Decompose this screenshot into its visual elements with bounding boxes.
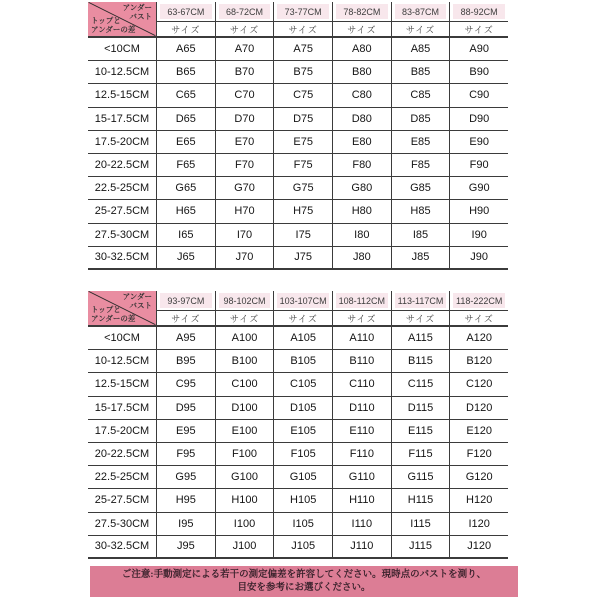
row-label-cell: 10-12.5CM [88,350,156,373]
size-value-cell: F100 [215,443,274,466]
size-value-cell: F110 [332,443,391,466]
size-value-cell: E80 [332,131,391,154]
size-value-cell: H100 [215,489,274,512]
size-label-cell: サイズ [273,311,332,327]
size-value-cell: F90 [449,154,508,177]
size-value-cell: D120 [449,397,508,420]
column-header-cell [273,291,332,311]
size-value-cell: F75 [273,154,332,177]
size-value-cell: I90 [449,224,508,247]
size-value-cell: J115 [391,536,450,559]
size-value-cell: F115 [391,443,450,466]
size-value-cell: D115 [391,397,450,420]
row-label-cell: 30-32.5CM [88,247,156,270]
size-label-cell: サイズ [273,22,332,38]
notice-line-1: ご注意:手動測定による若干の測定偏差を許容してください。現時点のバストを測り、 [121,570,487,580]
size-value-cell: A110 [332,327,391,350]
column-header-cell [332,2,391,22]
corner-label-top-under-diff: トップと アンダーの差 [91,16,136,34]
corner-header-cell [88,2,156,38]
size-value-cell: E115 [391,420,450,443]
column-header-label: 98-102CM [219,293,271,308]
size-value-cell: F80 [332,154,391,177]
size-value-cell: E105 [273,420,332,443]
size-value-cell: D75 [273,108,332,131]
size-value-cell: G100 [215,466,274,489]
size-value-cell: D100 [215,397,274,420]
corner-label-underbust: アンダー バスト [122,3,152,21]
size-value-cell: J110 [332,536,391,559]
size-value-cell: E65 [156,131,215,154]
size-value-cell: F120 [449,443,508,466]
size-value-cell: A80 [332,38,391,61]
row-label-cell: 20-22.5CM [88,154,156,177]
column-header-label: 93-97CM [160,293,212,308]
column-header-cell [391,2,450,22]
size-label-cell: サイズ [332,22,391,38]
column-header-label: 108-112CM [336,293,388,308]
size-value-cell: J70 [215,247,274,270]
size-value-cell: F95 [156,443,215,466]
row-label-cell: 12.5-15CM [88,84,156,107]
size-value-cell: D90 [449,108,508,131]
size-value-cell: B70 [215,61,274,84]
size-value-cell: D105 [273,397,332,420]
size-value-cell: J120 [449,536,508,559]
size-value-cell: J105 [273,536,332,559]
size-value-cell: C110 [332,373,391,396]
size-value-cell: A120 [449,327,508,350]
size-value-cell: E85 [391,131,450,154]
size-value-cell: H95 [156,489,215,512]
size-value-cell: B120 [449,350,508,373]
size-value-cell: C70 [215,84,274,107]
size-value-cell: C120 [449,373,508,396]
size-value-cell: E70 [215,131,274,154]
size-value-cell: B95 [156,350,215,373]
column-header-label: 73-77CM [277,4,329,19]
size-value-cell: F70 [215,154,274,177]
notice-box [90,566,518,597]
size-value-cell: I80 [332,224,391,247]
corner-header-cell [88,291,156,327]
size-label-cell: サイズ [449,22,508,38]
size-table-upper [88,2,508,270]
size-value-cell: H70 [215,200,274,223]
corner-label-top-under-diff: トップと アンダーの差 [91,305,136,323]
size-value-cell: I85 [391,224,450,247]
size-value-cell: B85 [391,61,450,84]
column-header-cell [156,291,215,311]
size-value-cell: F85 [391,154,450,177]
size-value-cell: C90 [449,84,508,107]
row-label-cell: <10CM [88,38,156,61]
size-value-cell: J95 [156,536,215,559]
size-value-cell: A95 [156,327,215,350]
size-value-cell: I120 [449,513,508,536]
row-label-cell: 17.5-20CM [88,420,156,443]
size-value-cell: I75 [273,224,332,247]
size-value-cell: H105 [273,489,332,512]
size-value-cell: G70 [215,177,274,200]
size-value-cell: I95 [156,513,215,536]
size-value-cell: G80 [332,177,391,200]
column-header-label: 68-72CM [219,4,271,19]
size-value-cell: B115 [391,350,450,373]
size-value-cell: J100 [215,536,274,559]
size-value-cell: I110 [332,513,391,536]
row-label-cell: 25-27.5CM [88,200,156,223]
size-label-cell: サイズ [156,311,215,327]
size-value-cell: D110 [332,397,391,420]
size-label-cell: サイズ [391,311,450,327]
row-label-cell: 22.5-25CM [88,177,156,200]
size-value-cell: E75 [273,131,332,154]
size-value-cell: I70 [215,224,274,247]
row-label-cell: 15-17.5CM [88,397,156,420]
row-label-cell: 10-12.5CM [88,61,156,84]
size-value-cell: I65 [156,224,215,247]
column-header-cell [273,2,332,22]
row-label-cell: 27.5-30CM [88,224,156,247]
size-value-cell: A115 [391,327,450,350]
size-value-cell: E120 [449,420,508,443]
size-value-cell: A75 [273,38,332,61]
size-value-cell: J65 [156,247,215,270]
size-value-cell: D80 [332,108,391,131]
size-value-cell: C105 [273,373,332,396]
column-header-label: 103-107CM [277,293,329,308]
column-header-label: 88-92CM [453,4,505,19]
size-value-cell: H85 [391,200,450,223]
size-value-cell: D85 [391,108,450,131]
column-header-label: 118-222CM [453,293,505,308]
size-value-cell: B75 [273,61,332,84]
size-value-cell: H115 [391,489,450,512]
size-value-cell: J90 [449,247,508,270]
size-value-cell: C65 [156,84,215,107]
size-value-cell: A85 [391,38,450,61]
size-value-cell: H120 [449,489,508,512]
corner-label-underbust: アンダー バスト [122,292,152,310]
size-value-cell: H90 [449,200,508,223]
size-value-cell: G115 [391,466,450,489]
size-label-cell: サイズ [332,311,391,327]
row-label-cell: 15-17.5CM [88,108,156,131]
column-header-cell [215,2,274,22]
column-header-cell [332,291,391,311]
column-header-label: 63-67CM [160,4,212,19]
row-label-cell: 17.5-20CM [88,131,156,154]
size-value-cell: G90 [449,177,508,200]
column-header-cell [215,291,274,311]
column-header-label: 78-82CM [336,4,388,19]
size-value-cell: C115 [391,373,450,396]
size-value-cell: H75 [273,200,332,223]
size-value-cell: J75 [273,247,332,270]
column-header-label: 83-87CM [395,4,447,19]
size-value-cell: A65 [156,38,215,61]
size-value-cell: C100 [215,373,274,396]
size-value-cell: I105 [273,513,332,536]
size-label-cell: サイズ [156,22,215,38]
size-value-cell: J85 [391,247,450,270]
size-value-cell: E100 [215,420,274,443]
size-value-cell: B105 [273,350,332,373]
column-header-label: 113-117CM [395,293,447,308]
size-value-cell: A100 [215,327,274,350]
column-header-cell [156,2,215,22]
column-header-cell [449,291,508,311]
size-value-cell: F105 [273,443,332,466]
size-label-cell: サイズ [215,311,274,327]
row-label-cell: 25-27.5CM [88,489,156,512]
size-value-cell: C95 [156,373,215,396]
size-value-cell: G110 [332,466,391,489]
size-value-cell: H65 [156,200,215,223]
size-value-cell: I100 [215,513,274,536]
row-label-cell: 30-32.5CM [88,536,156,559]
size-value-cell: A105 [273,327,332,350]
size-value-cell: B80 [332,61,391,84]
size-value-cell: E110 [332,420,391,443]
size-label-cell: サイズ [215,22,274,38]
size-value-cell: I115 [391,513,450,536]
size-value-cell: J80 [332,247,391,270]
notice-line-2: 目安を参考にお選びください。 [237,582,371,593]
size-value-cell: D65 [156,108,215,131]
column-header-cell [449,2,508,22]
size-value-cell: D70 [215,108,274,131]
size-value-cell: G105 [273,466,332,489]
size-value-cell: G85 [391,177,450,200]
size-label-cell: サイズ [391,22,450,38]
row-label-cell: <10CM [88,327,156,350]
size-value-cell: A90 [449,38,508,61]
size-value-cell: B100 [215,350,274,373]
size-value-cell: A70 [215,38,274,61]
size-value-cell: G120 [449,466,508,489]
size-value-cell: H110 [332,489,391,512]
row-label-cell: 27.5-30CM [88,513,156,536]
size-value-cell: E95 [156,420,215,443]
size-value-cell: B90 [449,61,508,84]
size-value-cell: C80 [332,84,391,107]
row-label-cell: 22.5-25CM [88,466,156,489]
size-value-cell: B65 [156,61,215,84]
size-value-cell: D95 [156,397,215,420]
size-value-cell: C75 [273,84,332,107]
size-label-cell: サイズ [449,311,508,327]
size-value-cell: C85 [391,84,450,107]
size-value-cell: B110 [332,350,391,373]
size-table-lower [88,291,508,559]
size-value-cell: F65 [156,154,215,177]
row-label-cell: 12.5-15CM [88,373,156,396]
row-label-cell: 20-22.5CM [88,443,156,466]
size-value-cell: G65 [156,177,215,200]
size-value-cell: G75 [273,177,332,200]
column-header-cell [391,291,450,311]
size-value-cell: H80 [332,200,391,223]
size-value-cell: E90 [449,131,508,154]
size-value-cell: G95 [156,466,215,489]
